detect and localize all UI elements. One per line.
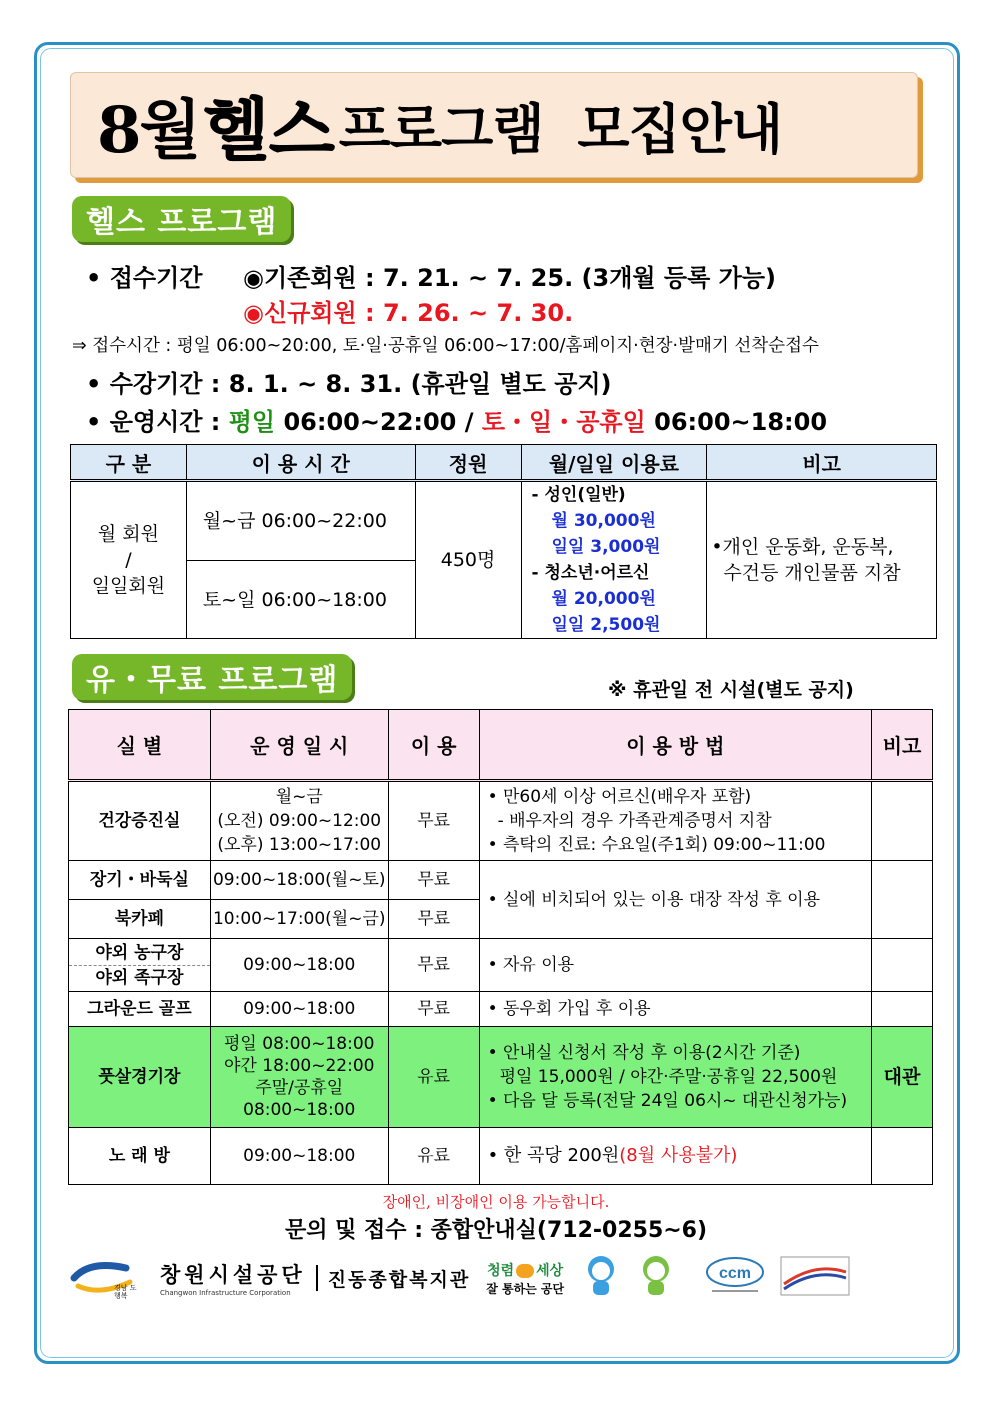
method-line: • 측탁의 진료: 수요일(주1회) 09:00~11:00 [487, 835, 826, 855]
ccm-logo-icon [704, 1256, 766, 1296]
header-method: 이 용 방 법 [479, 710, 871, 781]
room-schedule: 09:00~18:00(월~토) [210, 861, 388, 900]
health-note-line1: •개인 운동화, 운동복, [711, 536, 894, 558]
room-fee: 무료 [388, 781, 479, 861]
header-time: 이 용 시 간 [186, 445, 415, 481]
room-fee: 무료 [388, 861, 479, 900]
room-schedule: 09:00~18:00 [210, 992, 388, 1027]
table-row [69, 861, 933, 900]
table-row [69, 939, 933, 992]
schedule-line: 야간 18:00~22:00 [224, 1056, 375, 1076]
room-name: 건강증진실 [69, 781, 211, 861]
weekend-time: 06:00~18:00 [654, 408, 828, 436]
room-fee: 유료 [388, 1027, 479, 1128]
fee-youth-day: 일일 2,500원 [551, 615, 661, 635]
room-name-line: 야외 농구장 [69, 941, 210, 966]
table-row [69, 992, 933, 1027]
room-remark [872, 992, 933, 1027]
operating-separator: / [464, 408, 474, 436]
org-name: 창원시설공단 [160, 1263, 306, 1287]
title-recruit: 모집안내 [577, 96, 783, 161]
room-schedule: 09:00~18:00 [210, 1128, 388, 1185]
schedule-line: (오후) 13:00~17:00 [217, 835, 382, 855]
room-name: 북카페 [69, 900, 211, 939]
room-name: 장기・바둑실 [69, 861, 211, 900]
org-block [160, 1259, 306, 1297]
schedule-line: 주말/공휴일 [255, 1078, 344, 1098]
weekday-time: 06:00~22:00 [283, 408, 457, 436]
header-type: 구 분 [71, 445, 187, 481]
method-line: - 배우자의 경우 가족관계증명서 지참 [497, 811, 772, 831]
fee-youth: - 청소년·어르신 [531, 563, 650, 583]
room-fee: 무료 [388, 900, 479, 939]
slogan-block [486, 1260, 564, 1297]
slogan: 잘 통하는 공단 [486, 1281, 565, 1296]
title-program: 프로그램 [338, 96, 544, 161]
health-note [707, 481, 937, 639]
room-remark [872, 1128, 933, 1185]
room-remark: 대관 [872, 1027, 933, 1128]
room-fee: 무료 [388, 992, 479, 1027]
room-method [479, 781, 871, 861]
operating-hours-label: • 운영시간 : [86, 408, 221, 436]
health-fee-table [70, 444, 937, 639]
title-banner [70, 72, 918, 178]
room-remark [872, 861, 933, 939]
room-method: • 동우회 가입 후 이용 [479, 992, 871, 1027]
org-name-en: Changwon Infrastructure Corporation [160, 1289, 291, 1297]
weekend-label: 토・일・공휴일 [481, 408, 646, 436]
fee-adult-month: 월 30,000원 [551, 511, 656, 531]
method-line: • 만60세 이상 어르신(배우자 포함) [487, 787, 752, 807]
header-usage: 이 용 [388, 710, 479, 781]
table-row [69, 1128, 933, 1185]
room-name-line: 야외 족구장 [95, 967, 184, 988]
time-weekend: 토~일 06:00~18:00 [186, 561, 415, 639]
accessibility-note: 장애인, 비장애인 이용 가능합니다. [382, 1193, 610, 1211]
closed-day-notice: ※ 휴관일 전 시설(별도 공지) [608, 679, 854, 701]
facility-table [68, 709, 933, 1185]
header-fee: 월/일일 이용료 [521, 445, 707, 481]
title-month: 8월 [97, 93, 200, 168]
logo-bar [70, 1250, 936, 1306]
table-row [69, 781, 933, 861]
room-name [69, 939, 211, 992]
center-name: 진동종합복지관 [327, 1268, 471, 1291]
registration-time: ⇒ 접수시간 : 평일 06:00~20:00, 토·일·공휴일 06:00~17:00/홈페이지·현장·발매기 선착순접수 [72, 336, 819, 356]
member-type-line1: 월 회원 [97, 523, 159, 545]
course-period: • 수강기간 : 8. 1. ~ 8. 31. (휴관일 별도 공지) [86, 370, 612, 398]
room-method [479, 1128, 871, 1185]
room-name: 그라운드 골프 [69, 992, 211, 1027]
room-schedule [210, 1027, 388, 1128]
method-warning: (8월 사용불가) [619, 1145, 738, 1166]
member-type-line3: 일일회원 [91, 575, 166, 597]
slogan-top-right: 세상 [536, 1262, 564, 1279]
gyeongnam-logo-text: 경남 도행복 [114, 1284, 137, 1300]
header-schedule: 운 영 일 시 [210, 710, 388, 781]
room-method [479, 1027, 871, 1128]
room-method: • 실에 비치되어 있는 이용 대장 작성 후 이용 [479, 861, 871, 939]
schedule-line: 08:00~18:00 [243, 1100, 356, 1120]
header-capacity: 정원 [415, 445, 521, 481]
contact-info: 문의 및 접수 : 종합안내실(712-0255~6) [284, 1218, 708, 1243]
registration-label: • 접수기간 [86, 264, 203, 292]
table-row-highlighted [69, 1027, 933, 1128]
room-schedule: 09:00~18:00 [210, 939, 388, 992]
fee-adult-day: 일일 3,000원 [551, 537, 661, 557]
time-weekday: 월~금 06:00~22:00 [186, 481, 415, 561]
slogan-top-left: 청렴 [487, 1262, 515, 1279]
header-note: 비고 [707, 445, 937, 481]
room-remark [872, 939, 933, 992]
slogan-top [487, 1260, 563, 1280]
room-schedule: 10:00~17:00(월~금) [210, 900, 388, 939]
certification-icon [780, 1256, 850, 1300]
capacity: 450명 [415, 481, 521, 639]
room-fee: 무료 [388, 939, 479, 992]
member-type [71, 481, 187, 639]
room-schedule [210, 781, 388, 861]
room-remark [872, 781, 933, 861]
mascot-1-icon [582, 1253, 620, 1303]
ccm-logo [704, 1256, 766, 1300]
health-section-label: 헬스 프로그램 [72, 196, 291, 242]
header-remark: 비고 [872, 710, 933, 781]
divider [316, 1265, 318, 1291]
weekday-label: 평일 [228, 408, 276, 436]
fee-info [521, 481, 707, 639]
free-section-label: 유・무료 프로그램 [72, 654, 352, 700]
slogan-dot-icon [516, 1264, 534, 1278]
room-method: • 자유 이용 [479, 939, 871, 992]
operating-hours [86, 402, 827, 437]
health-note-line2: 수건등 개인물품 지참 [723, 562, 901, 584]
fee-youth-month: 월 20,000원 [551, 589, 656, 609]
method-line: • 안내실 신청서 작성 후 이용(2시간 기준) [487, 1043, 801, 1063]
ccm-logo-text: ccm [719, 1265, 752, 1282]
mascot-2-icon [636, 1253, 676, 1303]
room-name: 풋살경기장 [69, 1027, 211, 1128]
gyeongnam-logo [70, 1256, 142, 1300]
room-fee: 유료 [388, 1128, 479, 1185]
room-name: 노 래 방 [69, 1128, 211, 1185]
existing-member-period: ◉기존회원 : 7. 21. ~ 7. 25. (3개월 등록 가능) [243, 264, 776, 292]
member-type-line2: / [125, 549, 132, 571]
new-member-period: ◉신규회원 : 7. 26. ~ 7. 30. [243, 299, 574, 327]
schedule-line: (오전) 09:00~12:00 [217, 811, 382, 831]
method-text: • 한 곡당 200원 [487, 1145, 620, 1166]
fee-adult: - 성인(일반) [531, 485, 626, 505]
schedule-line: 평일 08:00~18:00 [224, 1034, 375, 1054]
title-health: 헬스 [203, 90, 335, 171]
method-line: 평일 15,000원 / 야간·주말·공휴일 22,500원 [499, 1067, 838, 1087]
header-room: 실 별 [69, 710, 211, 781]
schedule-line: 월~금 [275, 787, 323, 807]
method-line: • 다음 달 등록(전달 24일 06시~ 대관신청가능) [487, 1091, 848, 1111]
